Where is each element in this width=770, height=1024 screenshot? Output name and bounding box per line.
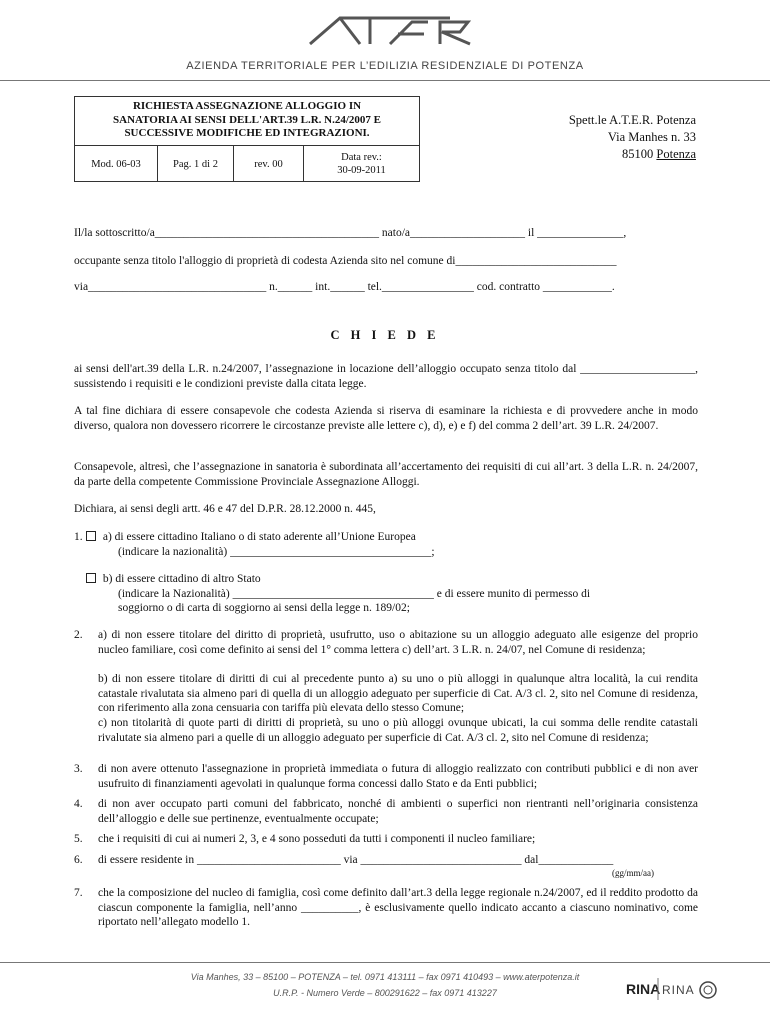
item-number-4: 4. — [74, 798, 83, 810]
form-date — [304, 147, 419, 181]
chiede-heading: C H I E D E — [330, 328, 440, 342]
footer-divider — [0, 962, 770, 963]
item-1b-permit: soggiorno o di carta di soggiorno ai sensi della legge n. 189/02; — [118, 602, 410, 614]
item-1b-label: b) di essere cittadino di altro Stato — [102, 573, 261, 585]
item-number-2: 2. — [74, 629, 83, 641]
form-date-value: 30-09-2011 — [337, 165, 386, 176]
recipient-address — [569, 112, 696, 163]
form-page: Pag. 1 di 2 — [173, 158, 218, 170]
footer-contacts: Via Manhes, 33 – 85100 – POTENZA – tel. 0971 413111 – fax 0971 410493 – www.aterpotenza.it — [190, 972, 580, 982]
form-rev: rev. 00 — [254, 158, 283, 170]
footer-urp: U.R.P. - Numero Verde – 800291622 – fax 0971 413227 — [273, 988, 497, 998]
form-date-label: Data rev.: — [341, 152, 382, 163]
item-2c: c) non titolarità di quote parti di diritti di proprietà, su uno o più alloggi ovunque ubicati, la cui somma delle rendite catastali rivalutate sia almeno pari a quelle di un alloggio adeguato per superficie di Cat. A/3 cl. 2, sito nel Comune di residenza; — [98, 717, 698, 744]
item-4: di non aver occupato parti comuni del fabbricato, nonché di ambienti o superfici non rientranti nell’originaria consistenza dell’alloggio e delle sue pertinenze, eventualmente occupate; — [98, 798, 698, 825]
item-number-7: 7. — [74, 887, 83, 899]
item-1a — [84, 530, 416, 545]
paragraph-request: ai sensi dell'art.39 della L.R. n.24/2007, l’assegnazione in locazione dell’alloggio occupato senza titolo dal ____________________, sussistendo i requisiti e le condizioni previste dalla citata legge. — [74, 363, 698, 390]
checkbox-citizen-eu[interactable] — [86, 531, 96, 541]
paragraph-awareness: A tal fine dichiara di essere consapevole che codesta Azienda si riserva di esaminare la richiesta e di provvedere anche in modo diverso, qualora non dovessero ricorrere le circostanze previste alle lettere c), d), e) e f) del comma 2 dell’art. 39 L.R. 24/2007. — [74, 405, 698, 432]
item-number-5: 5. — [74, 833, 83, 845]
recipient-name: Spett.le A.T.E.R. Potenza — [568, 113, 696, 127]
applicant-name-field[interactable]: Il/la sottoscritto/a_______________________________________ nato/a____________________ il _______________, — [74, 227, 627, 239]
header-divider — [0, 80, 770, 81]
date-format-note: (gg/mm/aa) — [612, 868, 654, 878]
occupant-comune-field[interactable]: occupante senza titolo l'alloggio di proprietà di codesta Azienda sito nel comune di____________________________ — [74, 255, 617, 267]
form-title-line2: SANATORIA AI SENSI DELL'ART.39 L.R. N.24/2007 E — [113, 113, 381, 126]
paragraph-sanatoria: Consapevole, altresì, che l’assegnazione in sanatoria è subordinata all’accertamento dei requisiti di cui all’art. 3 della L.R. n. 24/2007, da parte della competente Commissione Provinciale Assegnazione Alloggi. — [74, 461, 698, 488]
item-number-1: 1. — [74, 531, 83, 543]
recipient-city: Potenza — [656, 147, 696, 161]
agency-name: AZIENDA TERRITORIALE PER L’EDILIZIA RESIDENZIALE DI POTENZA — [186, 60, 584, 72]
address-contract-field[interactable]: via_______________________________ n.______ int.______ tel.________________ cod. contratto ____________. — [74, 281, 615, 293]
item-2a: a) di non essere titolare del diritto di proprietà, usufrutto, uso o abitazione su un alloggio adeguato alle esigenze del proprio nucleo familiare, così come definito ai sensi del 1° comma lettera c) dell’art. 3 L.R. n. 24/07, nel Comune di residenza; — [98, 629, 698, 656]
item-3: di non avere ottenuto l'assegnazione in proprietà immediata o futura di alloggio realizzato con contributi pubblici e di non aver usufruito di finanziamenti agevolati in qualunque forma concessi dallo Stato e da Enti pubblici; — [98, 763, 698, 790]
item-1b — [84, 572, 261, 587]
nationality-other-field[interactable]: (indicare la Nazionalità) ___________________________________ e di essere munito di permesso di — [118, 588, 591, 600]
item-2b: b) di non essere titolare di diritti di cui al precedente punto a) su uno o più alloggi in qualunque altra località, la cui rendita catastale rivalutata sia almeno pari di quella di un alloggio adeguato per superficie di Cat. A/3 cl. 2, sito nel Comune di residenza, con riferimento alla zona censuaria con tariffa più elevata dello stesso Comune; — [98, 673, 698, 714]
item-5: che i requisiti di cui ai numeri 2, 3, e 4 sono posseduti da tutti i componenti il nucleo familiare; — [98, 833, 536, 845]
cert-logo-2: RINA — [662, 983, 695, 997]
ater-logo — [300, 14, 480, 48]
form-title-line3: SUCCESSIVE MODIFICHE ED INTEGRAZIONI. — [124, 127, 370, 139]
item-number-3: 3. — [74, 763, 83, 775]
item-7: che la composizione del nucleo di famiglia, così come definito dall’art.3 della legge regionale n.24/2007, ed il reddito prodotto da ciascun componente la famiglia, nell’anno __________, è esclusivamente quello indicato accanto a ciascuno nominativo, come riportato nell’allegato modello 1. — [98, 887, 698, 928]
form-info-box — [74, 96, 420, 182]
form-mod: Mod. 06-03 — [91, 158, 141, 170]
item-1a-label: a) di essere cittadino Italiano o di stato aderente all’Unione Europea — [102, 531, 416, 543]
recipient-city-line — [569, 146, 696, 163]
residence-field[interactable]: di essere residente in _________________________ via ____________________________ dal_____________ — [98, 854, 614, 866]
cert-logo-1: RINA — [626, 981, 661, 997]
certification-logos — [624, 968, 720, 1008]
checkbox-citizen-other[interactable] — [86, 573, 96, 583]
recipient-street: Via Manhes n. 33 — [607, 130, 696, 144]
nationality-eu-field[interactable]: (indicare la nazionalità) ___________________________________; — [118, 546, 435, 558]
form-title-line1: RICHIESTA ASSEGNAZIONE ALLOGGIO IN — [132, 100, 362, 112]
item-number-6: 6. — [74, 854, 83, 866]
paragraph-declaration: Dichiara, ai sensi degli artt. 46 e 47 del D.P.R. 28.12.2000 n. 445, — [74, 503, 376, 515]
recipient-cap: 85100 — [622, 147, 654, 161]
form-title — [75, 100, 419, 141]
